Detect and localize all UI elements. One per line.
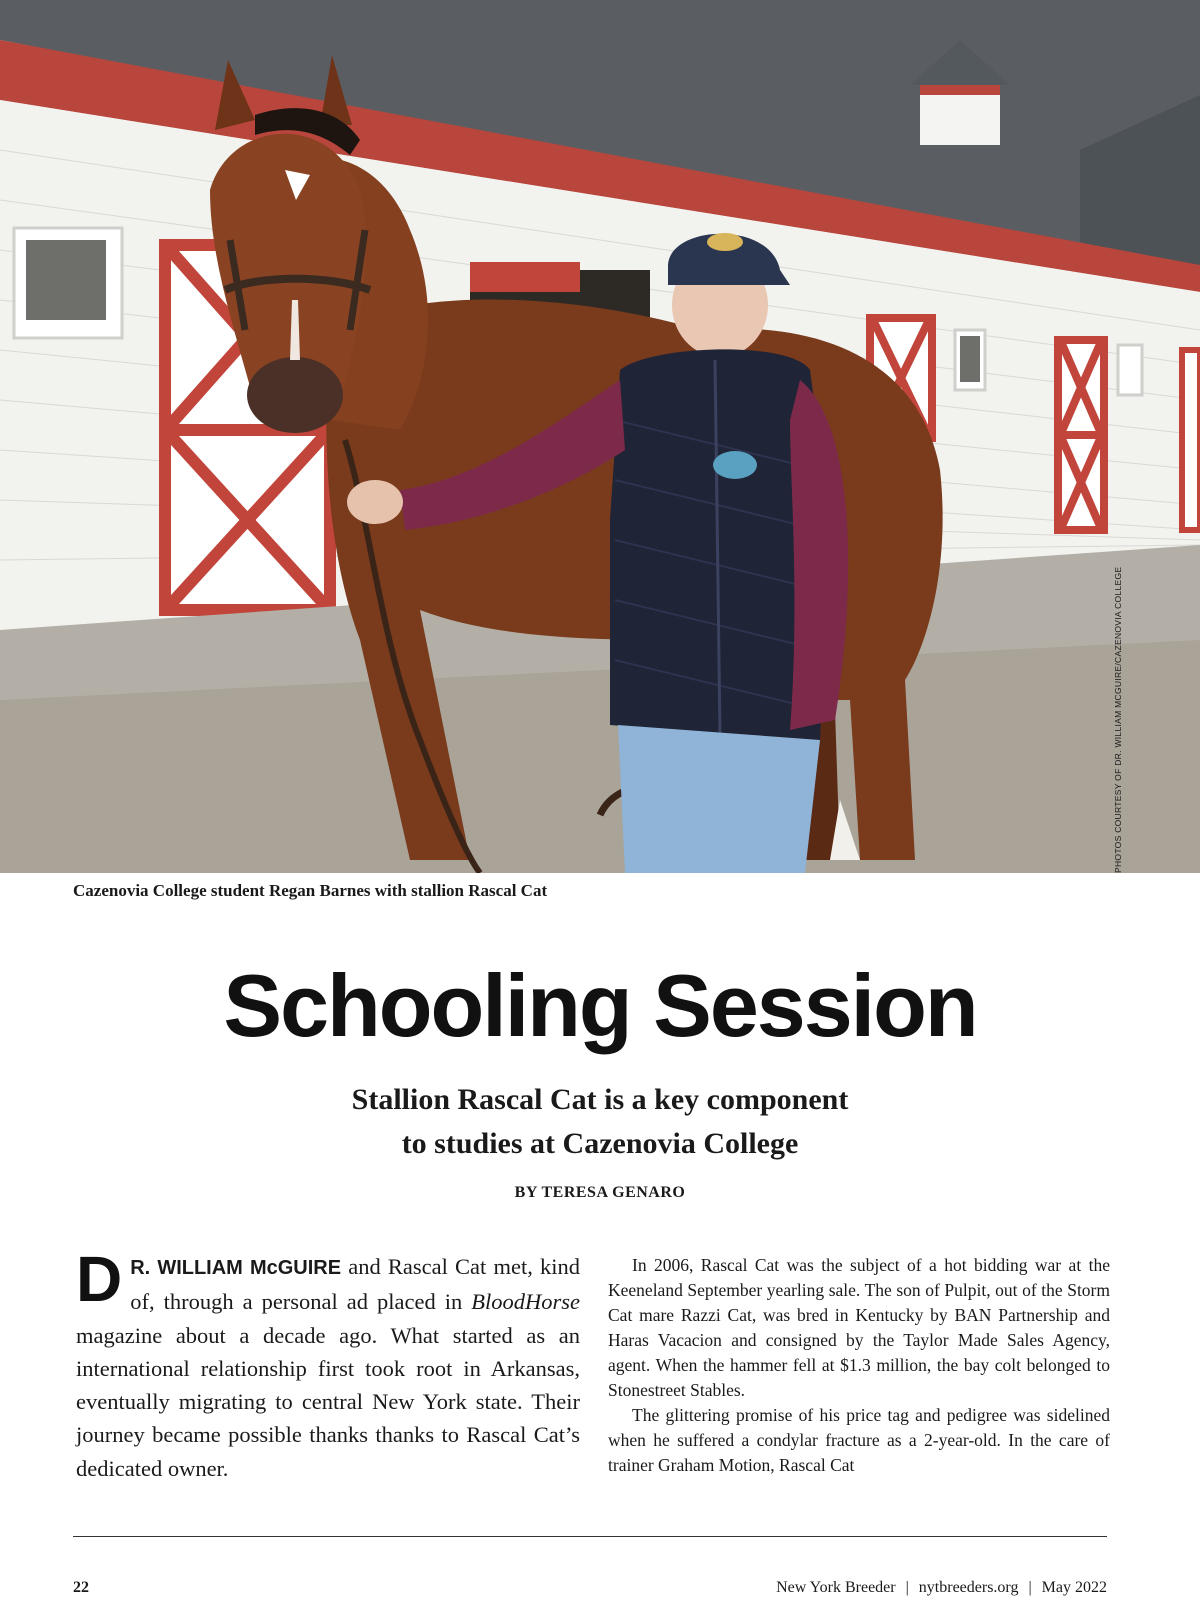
separator: | (1028, 1579, 1032, 1596)
separator: | (905, 1579, 909, 1596)
website: nytbreeders.org (918, 1579, 1019, 1596)
paragraph: The glittering promise of his price tag and pedigree was sidelined when he suffered a condylar fracture as a 2-year-old. In the care of trainer Graham Motion, Rascal Cat (608, 1405, 1110, 1475)
photo-caption: Cazenovia College student Regan Barnes with stallion Rascal Cat (73, 881, 548, 900)
running-footer (776, 1579, 1107, 1597)
footer-rule (73, 1536, 1107, 1537)
photo-credit: PHOTOS COURTESY OF DR. WILLIAM MCGUIRE/CAZENOVIA COLLEGE (1113, 566, 1123, 873)
lead-in: R. WILLIAM McGUIRE (130, 1257, 342, 1279)
body-text: and Rascal Cat met, kind of, through a personal ad placed in (130, 1254, 580, 1315)
magazine-title: BloodHorse (471, 1289, 580, 1315)
deck-line-1: Stallion Rascal Cat is a key component (351, 1083, 849, 1116)
article-deck (0, 1078, 1200, 1166)
page-number: 22 (73, 1579, 89, 1596)
byline: BY TERESA GENARO (514, 1184, 686, 1201)
deck-line-2: to studies at Cazenovia College (401, 1127, 799, 1160)
paragraph: In 2006, Rascal Cat was the subject of a hot bidding war at the Keeneland September yearling sale. The son of Pulpit, out of the Storm Cat mare Razzi Cat, was bred in Kentucky by BAN Partnership and Haras Vacacion and consigned by the Taylor Made Sales Agency, agent. When the hammer fell at $1.3 million, the bay colt belonged to Stonestreet Stables. (608, 1255, 1110, 1400)
body-column-right (608, 1253, 1110, 1478)
body-column-left (76, 1243, 580, 1485)
body-text: magazine about a decade ago. What started as an international relationship first took root in Arkansas, eventually migrating to central New York state. Their journey became possible thanks thanks to Rascal Cat’s dedicated owner. (76, 1322, 580, 1481)
article-headline: Schooling Session (223, 956, 977, 1055)
drop-cap: D (76, 1243, 123, 1315)
publication-name: New York Breeder (776, 1579, 896, 1596)
issue-date: May 2022 (1041, 1579, 1107, 1596)
